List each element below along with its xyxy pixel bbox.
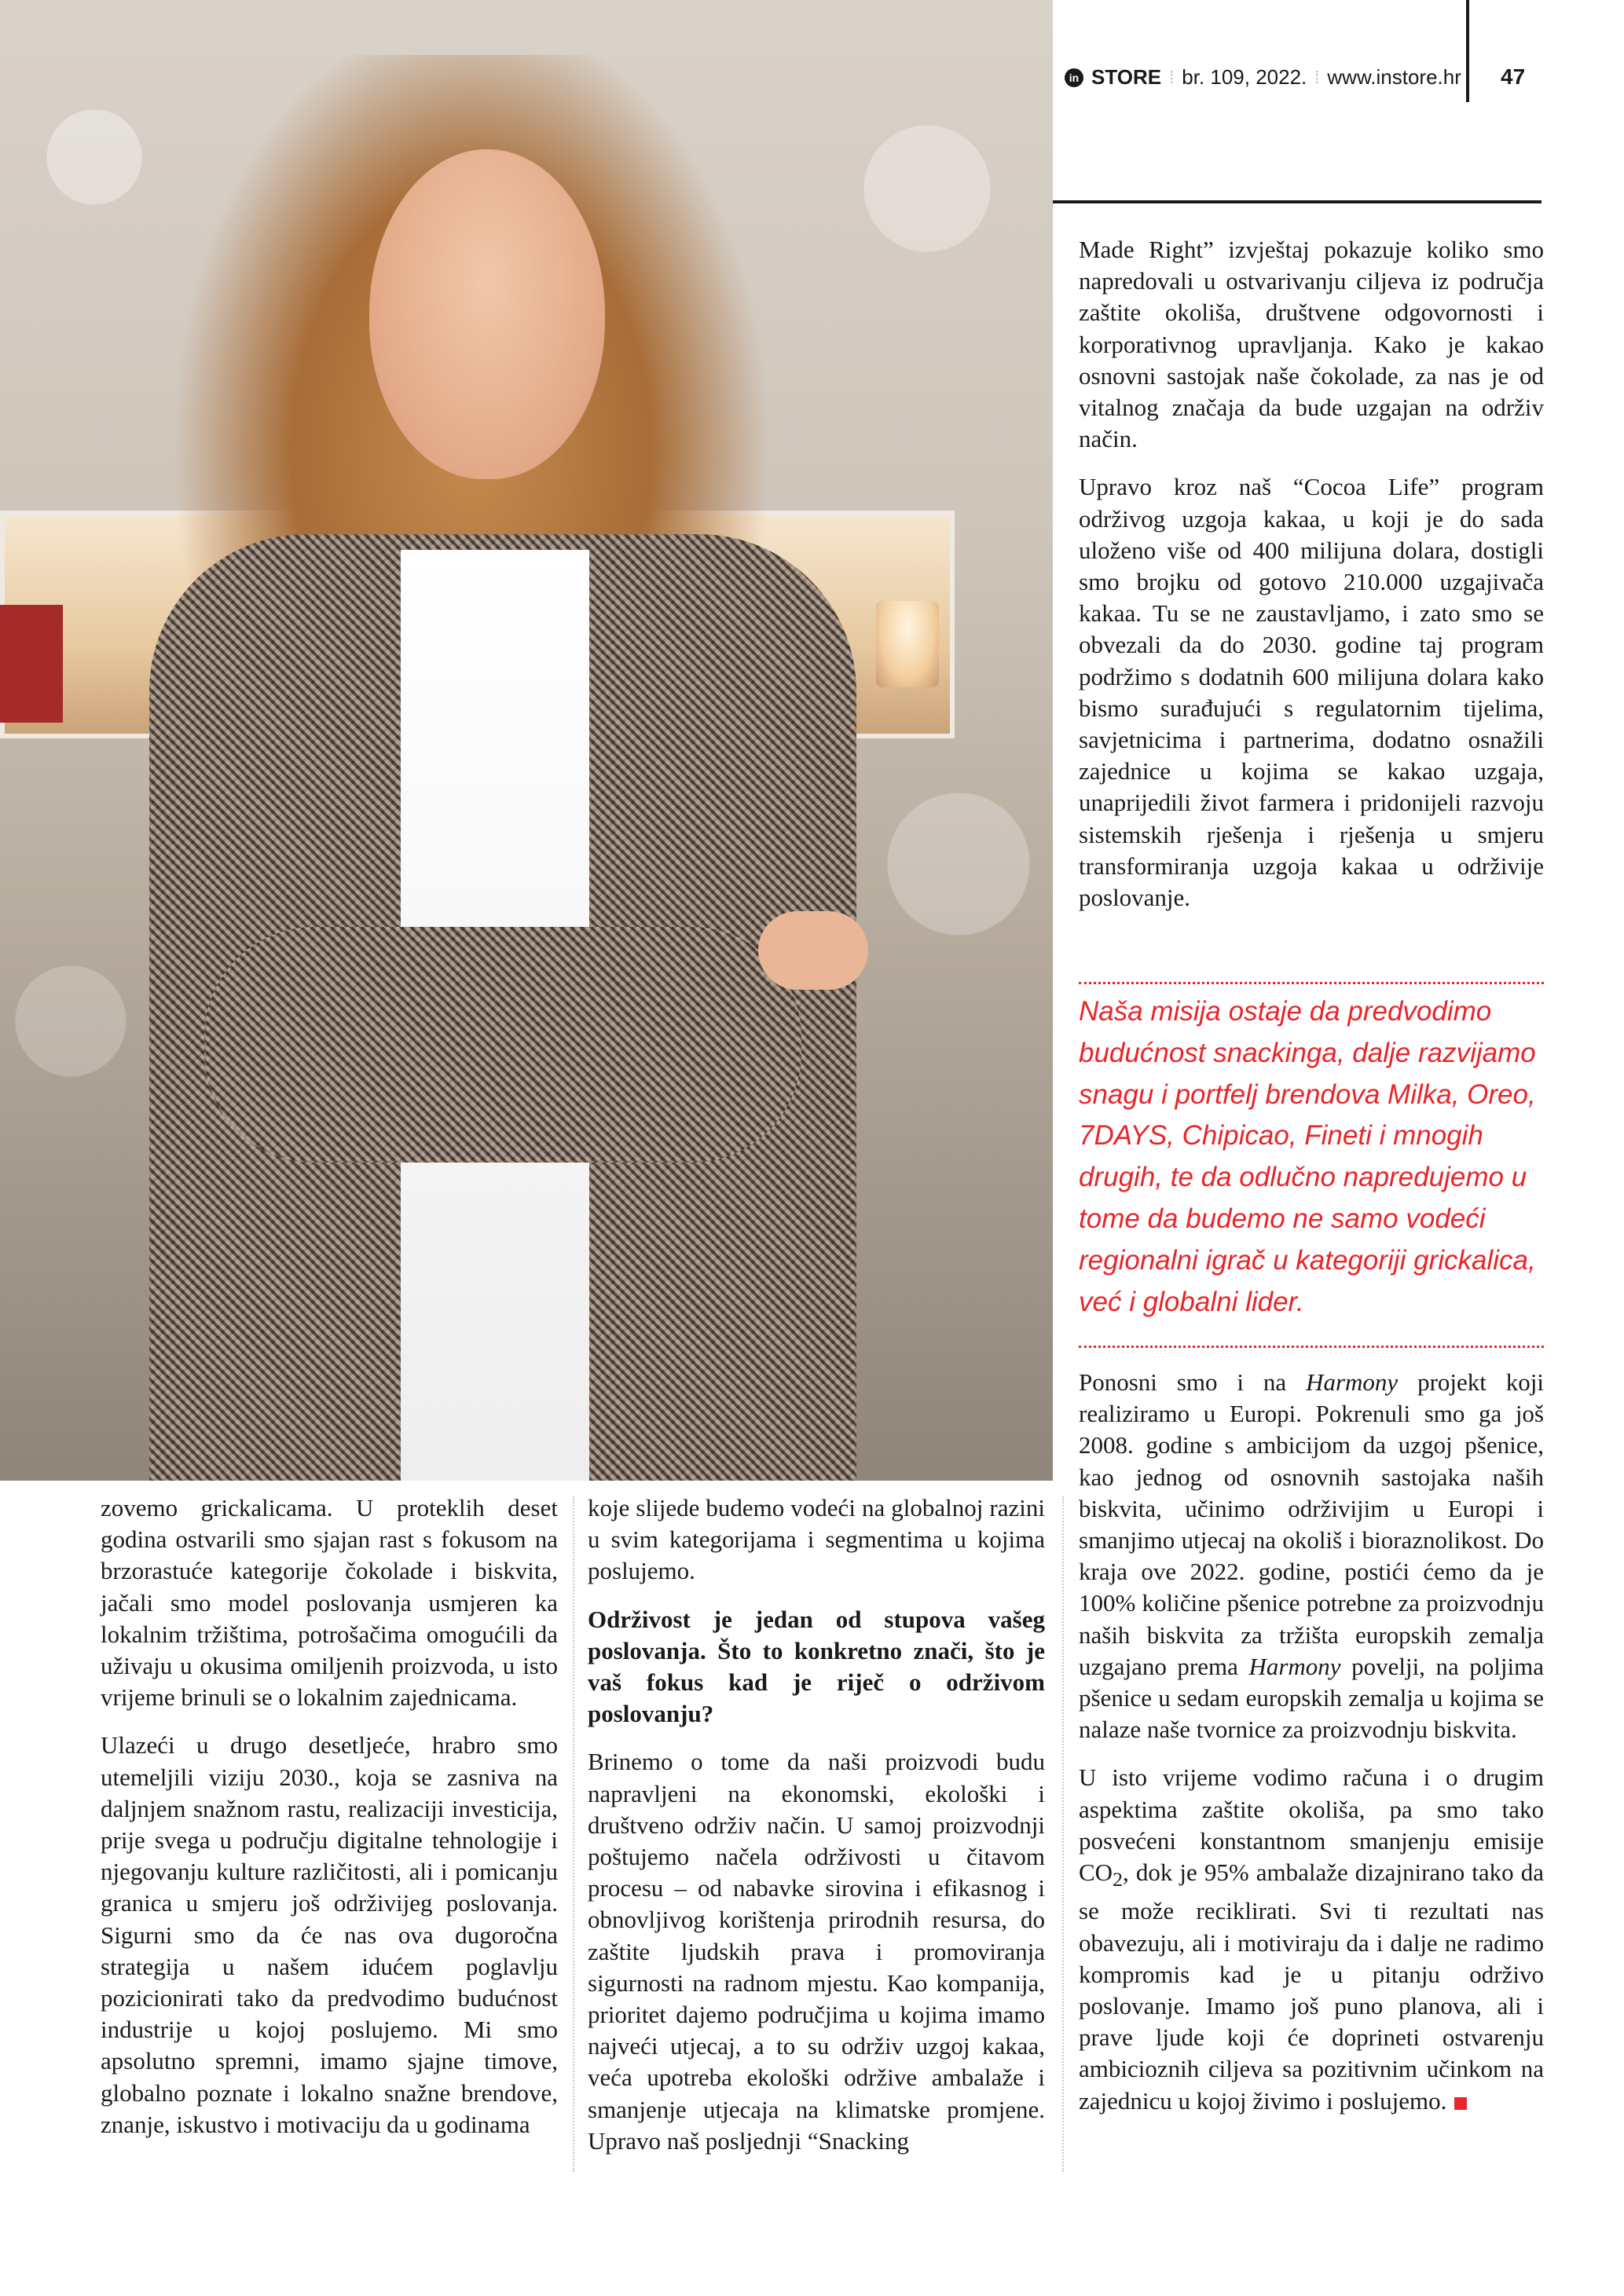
person-face <box>369 149 605 479</box>
pull-quote: Naša misija ostaje da predvodimo budućnost snackinga, dalje razvijamo snagu i portfelj brendova Milka, Oreo, 7DAYS, Chipicao, Fineti i mnogih drugih, te da odlučno napredujemo u tome da budemo ne samo vodeći regionalni igrač u kategoriji grickalica, već i globalni lider. <box>1079 996 1536 1317</box>
left-column <box>101 1492 558 2157</box>
separator: ⁞ <box>1169 67 1175 87</box>
instore-logo-icon: in <box>1065 68 1083 87</box>
interview-question: Održivost je jedan od stupova vašeg poslovanja. Što to konkretno znači, što je vaš fokus kad je riječ o održivom poslovanju? <box>588 1605 1045 1728</box>
books-decoration <box>0 605 63 723</box>
paragraph: Upravo kroz naš “Cocoa Life” program održivog uzgoja kakaa, u koji je do sada uloženo više od 400 milijuna dolara, dostigli smo brojku od gotovo 210.000 uzgajivača kakaa. Tu se ne zaustavljamo, i zato smo se obvezali da do 2030. godine taj program podržimo s dodatnih 600 milijuna dolara kako bismo surađujući s regulatornim tijelima, savjetnicima i partnerima, dodatno osnažili zajednice u kojima se kakao uzgaja, unaprijedili život farmera i pridonijeli razvoju sistemskih rješenja i rješenja u smjeru transformiranja uzgoja kakaa u održivije poslovanje. <box>1079 473 1544 912</box>
candle-decoration <box>876 601 939 687</box>
website-link[interactable]: www.instore.hr <box>1327 65 1461 89</box>
crossed-arms <box>204 927 801 1163</box>
paragraph: U isto vrijeme vodimo računa i o drugim aspektima zaštite okoliša, pa smo tako posvećeni konstantnom smanjenju emisije $CO_2$, dok je 95% ambalaže dizajnirano tako da se može reciklirati. Svi ti rezultati nas obavezuju, ali i motiviraju da i dalje ne radimo kompromis kad je u pitanju održivo poslovanje. Imamo još puno planova, ali i prave ljude koji će doprineti ostvarenju ambicioznih ciljeva sa pozitivnim učinkom na zajednicu u kojoj živimo i poslujemo. <box>1079 1763 1544 2115</box>
issue-number: br. 109, 2022. <box>1182 65 1307 89</box>
header-info <box>1065 65 1461 90</box>
paragraph: Ulazeći u drugo desetljeće, hrabro smo utemeljili viziju 2030., koja se zasniva na daljnjem snažnom rastu, realizaciji investicija, prije svega u području digitalne tehnologije i njegovanju kulture različitosti, ali i pomicanju granica u smjeru još održivijeg poslovanja. Sigurni smo da će nas ova dugoročna strategija u našem idućem poglavlju pozicionirati tako da predvodimo budućnost industrije u kojoj poslujemo. Mi smo apsolutno spremni, imamo sjajne timove, globalno poznate i lokalno snažne brendove, znanje, iskustvo i motivaciju da u godinama <box>101 1731 558 2138</box>
paragraph: Brinemo o tome da naši proizvodi budu napravljeni na ekonomski, ekološki i društveno održiv način. U samoj proizvodnji poštujemo načela održivosti u čitavom procesu – od nabavke sirovina i efikasnog i obnovljivog korištenja prirodnih resursa, do zaštite ljudskih prava i promoviranja sigurnosti na radnom mjestu. Kao kompanija, prioritet dajemo područjima u kojima imamo najveći utjecaj, a to su održiv uzgoj kakaa, veća upotreba ekološki održive ambalaže i smanjenje utjecaja na klimatske promjene. Upravo naš posljednji “Snacking <box>588 1748 1045 2155</box>
column-divider <box>1062 1496 1064 2172</box>
middle-column <box>588 1492 1045 2173</box>
separator: ⁞ <box>1314 67 1320 87</box>
portrait-photo <box>0 0 1053 1481</box>
paragraph: zovemo grickalicama. U proteklih deset godina ostvarili smo sjajan rast s fokusom na brzorastuće kategorije čokolade i biskvita, jačali smo model poslovanja usmjeren ka lokalnim tržištima, potrošačima omogućili da uživaju u okusima omiljenih proizvoda, u isto vrijeme brinuli se o lokalnim zajednicama. <box>101 1494 558 1712</box>
quote-top-rule <box>1079 982 1544 984</box>
page-number: 47 <box>1501 64 1526 89</box>
paragraph: Ponosni smo i na Harmony projekt koji realiziramo u Europi. Pokrenuli smo ga još 2008. godine s ambicijom da uzgoj pšenice, kao jednog od osnovnih sastojaka naših biskvita, učinimo održivijim u Europi i smanjimo utjecaj na okoliš i bioraznolikost. Do kraja ove 2022. godine, postići ćemo da je 100% količine pšenice potrebne za proizvodnju naših biskvita za tržišta europskih zemalja uzgajano prema Harmony povelji, na poljima pšenice u sedam europskih zemalja u kojima se nalaze naše tvornice za proizvodnju biskvita. <box>1079 1368 1544 1744</box>
harmony-italic: Harmony <box>1306 1368 1399 1396</box>
column-divider <box>573 1496 574 2172</box>
paragraph: Made Right” izvještaj pokazuje koliko smo napredovali u ostvarivanju ciljeva iz područja zaštite okoliša, društvene odgovornosti i korporativnog upravljanja. Kako je kakao osnovni sastojak naše čokolade, za nas je od vitalnog značaja da bude uzgajan na održiv način. <box>1079 236 1544 453</box>
header-vertical-rule <box>1466 0 1469 102</box>
harmony-italic: Harmony <box>1248 1652 1341 1680</box>
page-header <box>1053 0 1624 204</box>
right-column-bottom <box>1079 1367 1544 2133</box>
quote-bottom-rule <box>1079 1346 1544 1348</box>
brand-name: STORE <box>1091 65 1162 89</box>
header-rule <box>1053 200 1542 203</box>
article-end-mark <box>1454 2097 1467 2110</box>
right-column-top <box>1079 234 1544 930</box>
hand <box>758 911 868 990</box>
paragraph: koje slijede budemo vodeći na globalnoj razini u svim kategorijama i segmentima u kojima poslujemo. <box>588 1494 1045 1585</box>
co2-subscript: 2 <box>1113 1868 1123 1891</box>
